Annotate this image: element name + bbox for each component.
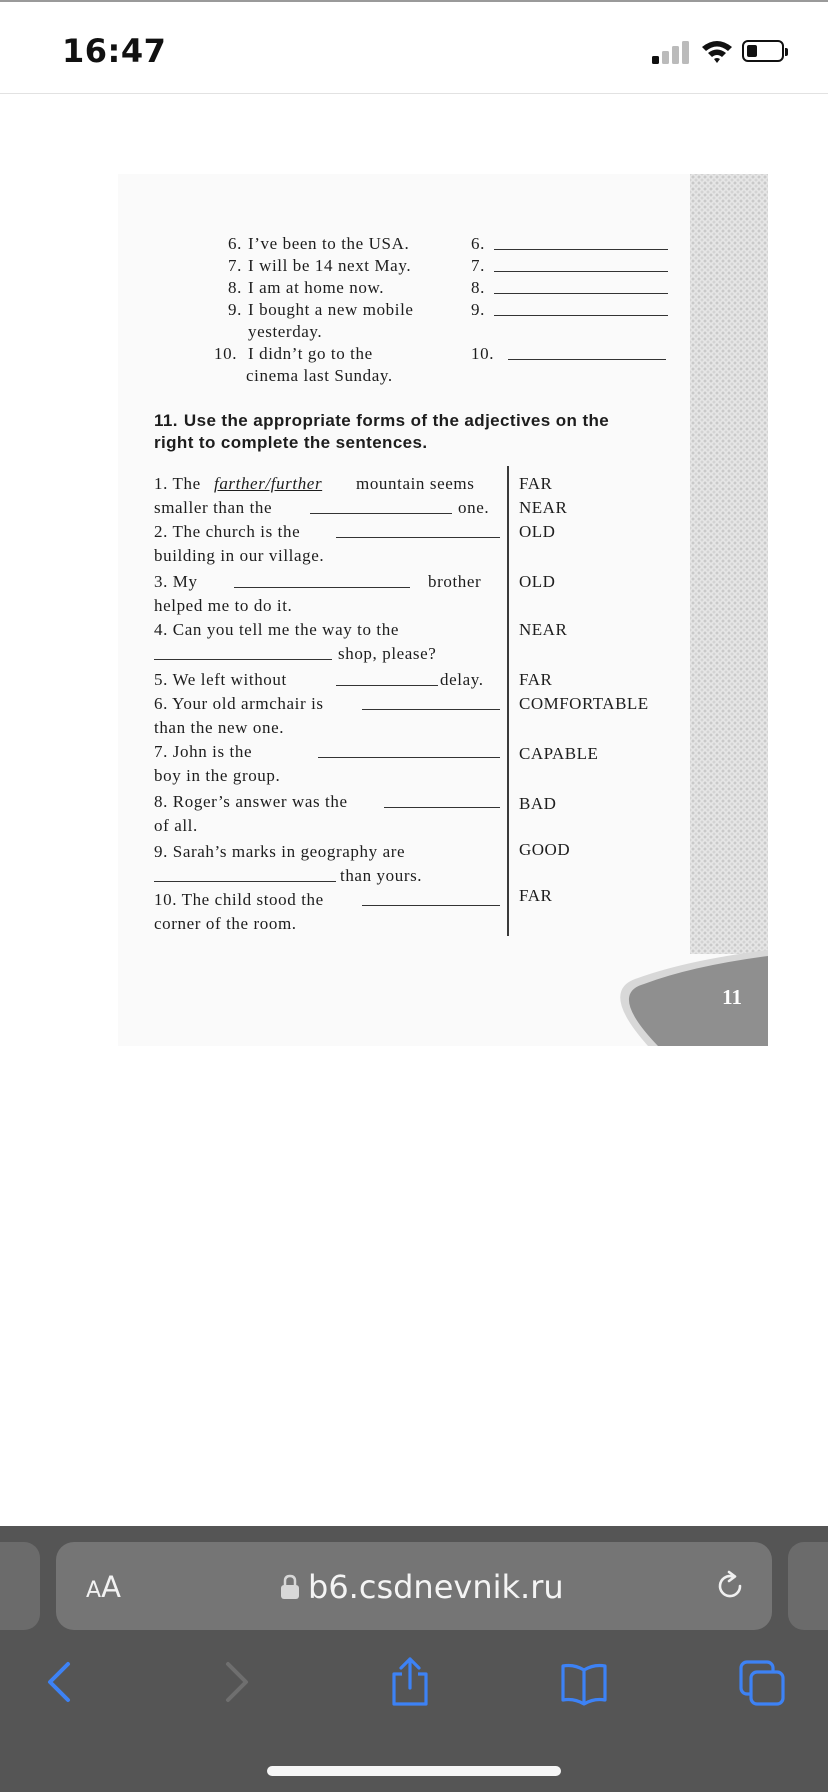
answer-blank [234,587,410,588]
list-item-text: I bought a new mobile [248,300,414,319]
example-answer: farther/further [214,474,323,493]
sentence-text: smaller than the [154,498,273,517]
instruction-line-2: right to complete the sentences. [154,433,428,452]
sentence-text: of all. [154,816,198,835]
adjective-word: COMFORTABLE [519,694,649,713]
sentence-text: delay. [440,670,484,689]
answer-num: 7. [471,256,485,275]
adjective-word: NEAR [519,620,568,639]
list-item-text: I am at home now. [248,278,385,297]
cellular-signal-icon [652,40,692,64]
sentence-text: 9. Sarah’s marks in geography are [154,842,406,861]
answer-num: 6. [471,234,485,253]
exercise-instruction [154,410,684,454]
sentence-text: than the new one. [154,718,285,737]
address-bar[interactable] [56,1542,772,1630]
adjective-word: FAR [519,670,553,689]
list-item-text: I will be 14 next May. [248,256,412,275]
adjective-word: FAR [519,474,553,493]
answer-blank [494,249,668,250]
browser-toolbar [0,1632,828,1792]
adjective-word: NEAR [519,498,568,517]
list-item-num: 7. [228,256,242,275]
next-tab-preview[interactable] [788,1542,828,1630]
adjective-word: CAPABLE [519,744,599,763]
home-indicator[interactable] [267,1766,561,1776]
page-number: 11 [722,985,742,1009]
answer-blank [508,359,666,360]
sentence-text: 1. The [154,474,201,493]
list-item-text-cont: cinema last Sunday. [246,366,393,385]
sentence-text: shop, please? [338,644,437,663]
sentence-text: mountain seems [356,474,475,493]
adjective-word: GOOD [519,840,571,859]
sentence-text: 4. Can you tell me the way to the [154,620,399,639]
url-group[interactable] [280,1568,564,1606]
share-icon[interactable] [386,1656,434,1708]
sentence-text: 3. My [154,572,198,591]
tabs-icon[interactable] [738,1656,786,1708]
answer-blank [362,905,500,906]
sentence-text: 8. Roger’s answer was the [154,792,348,811]
sentence-text: boy in the group. [154,766,281,785]
sentence-text: building in our village. [154,546,325,565]
status-bar [0,0,828,94]
battery-icon [742,40,784,62]
answer-blank [362,709,500,710]
adjective-word: FAR [519,886,553,905]
list-item-num: 9. [228,300,242,319]
sentence-text: 6. Your old armchair is [154,694,324,713]
instruction-line-1: Use the appropriate forms of the adjectives on the [183,411,610,430]
url-text: b6.csdnevnik.ru [308,1568,564,1606]
answer-blank [318,757,500,758]
sentence-text: than yours. [340,866,423,885]
list-item-num: 6. [228,234,242,253]
reload-icon[interactable] [712,1568,748,1604]
sentence-text: 5. We left without [154,670,287,689]
page-decoration-pattern [690,174,768,954]
list-item-num: 8. [228,278,242,297]
sentence-text: 7. John is the [154,742,253,761]
lock-icon [280,1574,300,1600]
adjective-word: BAD [519,794,557,813]
answer-blank [336,685,438,686]
forward-icon[interactable] [212,1656,260,1708]
adjective-word: OLD [519,522,556,541]
sentence-text: 10. The child stood the [154,890,324,909]
list-item-text: I’ve been to the USA. [248,234,410,253]
browser-address-area [0,1526,828,1632]
clock-time: 16:47 [62,32,167,70]
page-corner-decoration [608,950,768,1046]
back-icon[interactable] [36,1656,84,1708]
textbook-page-image [118,174,768,1046]
answer-blank [154,881,336,882]
answer-blank [494,315,668,316]
answer-blank [336,537,500,538]
exercise-number: 11. [154,411,178,430]
answer-num: 9. [471,300,485,319]
text-size-button[interactable]: AA [86,1570,121,1604]
previous-tab-preview[interactable] [0,1542,40,1630]
sentence-text: corner of the room. [154,914,297,933]
answer-blank [310,513,452,514]
answer-blank [494,271,668,272]
answer-blank [494,293,668,294]
sentence-text: one. [458,498,490,517]
list-item-num: 10. [214,344,238,363]
bookmarks-icon[interactable] [560,1656,608,1708]
wifi-icon [700,38,734,64]
answer-blank [154,659,332,660]
list-item-text: I didn’t go to the [248,344,373,363]
sentence-text: helped me to do it. [154,596,293,615]
answer-blank [384,807,500,808]
sentence-text: 2. The church is the [154,522,301,541]
answer-num: 10. [471,344,495,363]
answer-num: 8. [471,278,485,297]
adjective-word: OLD [519,572,556,591]
column-divider [507,466,509,936]
list-item-text-cont: yesterday. [248,322,323,341]
sentence-text: brother [428,572,482,591]
